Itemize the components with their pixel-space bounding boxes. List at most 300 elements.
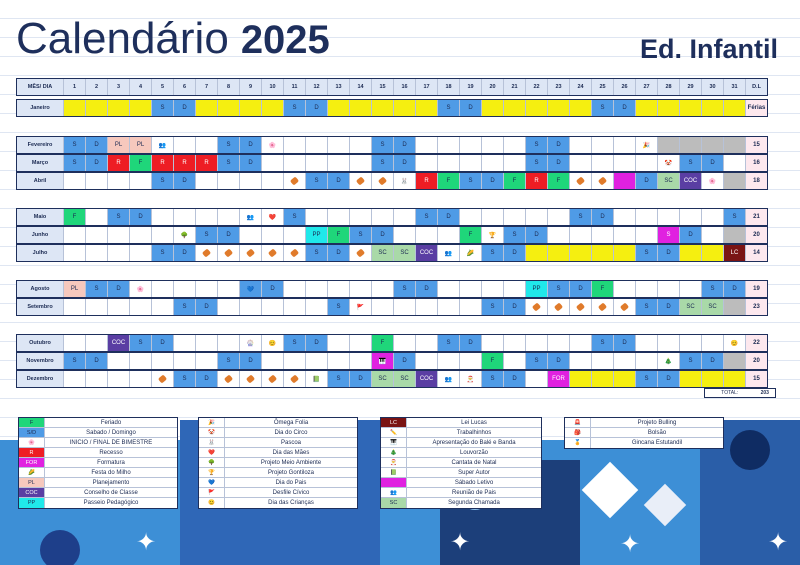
legend-swatch: 🎹 [381,438,407,447]
day-cell [526,209,548,225]
day-cell [504,335,526,351]
day-cell: D [306,100,328,116]
day-cell [174,335,196,351]
day-cell: S [328,371,350,387]
day-cell [64,173,86,189]
day-cell [592,227,614,243]
day-cell: S [372,155,394,171]
legend-text: Sabado / Domingo [86,429,136,436]
day-cell [86,209,108,225]
legend-swatch: 🎉 [199,418,225,427]
month-row [16,154,768,172]
day-cell [702,100,724,116]
pencil-icon [202,248,211,257]
day-cell [64,335,86,351]
day-cell [438,353,460,369]
month-row [16,136,768,154]
day-cell: D [328,245,350,261]
day-header: 14 [350,79,372,95]
month-row [16,352,768,370]
day-cell [460,281,482,297]
day-cell [240,227,262,243]
legend-swatch: 🐰 [199,438,225,447]
day-header: 11 [284,79,306,95]
legend-text: Projeto Meio Ambiente [260,459,322,466]
day-cell [196,245,218,261]
day-cell [196,209,218,225]
day-cell [592,173,614,189]
day-header: 2 [86,79,108,95]
day-cell: D [614,335,636,351]
legend-swatch: ❤️ [199,448,225,457]
day-cell [108,227,130,243]
day-cell [218,173,240,189]
day-header: 6 [174,79,196,95]
legend-text: Dia das Mães [272,449,310,456]
day-cell [350,335,372,351]
day-cell: D [196,371,218,387]
day-header: 18 [438,79,460,95]
day-cell [702,137,724,153]
month-row [16,334,768,352]
day-cell [328,281,350,297]
day-cell: D [416,281,438,297]
day-header: 16 [394,79,416,95]
day-cell: F [460,227,482,243]
day-cell [262,353,284,369]
legend-row [565,418,723,428]
day-cell [570,335,592,351]
day-cell [196,353,218,369]
legend-text: Cantata de Natal [451,459,497,466]
day-cell [350,137,372,153]
day-cell: D [526,227,548,243]
day-cell [218,281,240,297]
day-header: 19 [460,79,482,95]
day-cell: S [526,353,548,369]
day-cell [240,245,262,261]
pencil-icon [378,176,387,185]
month-row [16,226,768,244]
day-header: 20 [482,79,504,95]
day-cell: S [284,335,306,351]
day-cell: D [658,299,680,315]
month-row [16,172,768,190]
day-cell: S [482,299,504,315]
day-cell: 🎡 [240,335,262,351]
day-cell [614,173,636,189]
day-cell: D [504,371,526,387]
day-header: 7 [196,79,218,95]
day-cell [548,299,570,315]
days-letivos: 23 [746,299,767,315]
legend-row [199,438,357,448]
day-cell [328,353,350,369]
pencil-icon [246,248,255,257]
day-cell [218,100,240,116]
day-cell [592,245,614,261]
day-cell [636,227,658,243]
day-cell [394,299,416,315]
day-cell: D [262,281,284,297]
day-cell: 🏆 [482,227,504,243]
day-cell: D [702,353,724,369]
days-letivos: 19 [746,281,767,297]
day-cell [680,137,702,153]
legend-swatch: ✏️ [381,428,407,437]
day-cell [262,227,284,243]
day-cell [86,335,108,351]
days-letivos: 20 [746,227,767,243]
day-cell [724,137,746,153]
day-cell: S [152,245,174,261]
legend-row [381,428,541,438]
day-cell: 😊 [724,335,746,351]
legend-row [565,428,723,438]
day-cell [86,371,108,387]
day-cell [130,299,152,315]
day-cell [702,227,724,243]
legend-row [199,498,357,508]
day-cell [416,335,438,351]
legend-events [198,417,358,509]
legend-row [381,478,541,488]
legend-swatch: 🌽 [19,468,45,477]
legend-text: Louvorzão [459,449,489,456]
day-cell: D [548,353,570,369]
star-icon: ✦ [450,529,471,556]
day-cell: S [174,371,196,387]
month-row [16,370,768,388]
month-label: Abril [17,173,64,189]
day-cell: 🌸 [262,137,284,153]
day-cell [108,173,130,189]
legend-swatch [381,478,407,487]
day-cell: D [658,245,680,261]
day-cell: S [570,209,592,225]
day-cell: S [394,281,416,297]
day-cell [504,353,526,369]
total-box [704,388,776,398]
month-row [16,280,768,298]
day-cell: D [702,155,724,171]
day-cell: S [482,371,504,387]
day-cell [526,299,548,315]
legend-row [381,438,541,448]
pencil-icon [224,248,233,257]
day-header: 31 [724,79,746,95]
day-cell: SC [372,245,394,261]
day-cell [592,155,614,171]
month-row [16,298,768,316]
day-cell [438,299,460,315]
day-cell [86,299,108,315]
day-cell [262,100,284,116]
day-cell: PP [306,227,328,243]
day-cell: PP [526,281,548,297]
month-row [16,208,768,226]
day-cell [240,299,262,315]
day-cell [86,100,108,116]
legend-row [199,448,357,458]
day-cell [284,353,306,369]
legend-row [199,478,357,488]
day-cell [130,245,152,261]
legend-text: Super Autor [458,469,490,476]
day-cell [108,245,130,261]
pencil-icon [224,374,233,383]
day-cell [460,137,482,153]
day-cell [570,299,592,315]
day-cell: 👥 [438,245,460,261]
day-cell [614,281,636,297]
day-cell: 🤡 [658,155,680,171]
day-cell: F [504,173,526,189]
day-cell: S [592,335,614,351]
legend-swatch: R [19,448,45,457]
day-cell: S [438,100,460,116]
legend-text: Ômega Folia [273,419,309,426]
day-cell [570,245,592,261]
day-cell: S [284,100,306,116]
calendar-grid [16,78,776,400]
day-cell: COC [680,173,702,189]
day-cell [724,299,746,315]
day-cell: D [306,335,328,351]
day-header: 29 [680,79,702,95]
legend-swatch: 🤡 [199,428,225,437]
day-cell [636,155,658,171]
day-cell: S [680,155,702,171]
day-cell: F [548,173,570,189]
legend-swatch: 🌸 [19,438,45,447]
day-cell [570,371,592,387]
legend-swatch: PL [19,478,45,487]
legend-row [19,488,177,498]
day-cell [350,173,372,189]
title-year: 2025 [240,18,330,62]
day-cell [614,299,636,315]
day-cell [702,335,724,351]
day-cell [86,227,108,243]
legend-swatch: 🎄 [381,448,407,457]
day-cell [592,137,614,153]
legend-swatch: 🌳 [199,458,225,467]
day-cell [680,245,702,261]
day-cell: S [460,173,482,189]
day-cell [152,299,174,315]
day-cell: D [86,155,108,171]
day-cell: S [218,137,240,153]
day-header: 1 [64,79,86,95]
day-cell [108,353,130,369]
legend-activities [380,417,542,509]
pencil-icon [598,176,607,185]
day-cell [482,137,504,153]
day-cell: F [592,281,614,297]
day-cell: D [394,353,416,369]
legend-text: Lei Lucas [461,419,487,426]
day-cell [372,173,394,189]
day-cell [702,371,724,387]
legend-swatch: PP [19,498,45,508]
legend-swatch: 🏅 [565,438,591,448]
legend-text: Gincana Estutandil [631,440,683,446]
legend-swatch: F [19,418,45,427]
day-cell: F [64,209,86,225]
day-cell [658,335,680,351]
day-header: 9 [240,79,262,95]
day-cell: SC [372,371,394,387]
day-cell: D [130,209,152,225]
day-cell: 🌳 [174,227,196,243]
day-cell: S [504,227,526,243]
day-cell: D [328,173,350,189]
day-cell [680,371,702,387]
pencil-icon [356,248,365,257]
day-cell [724,155,746,171]
pencil-icon [290,248,299,257]
day-cell [570,100,592,116]
day-cell: COC [416,371,438,387]
day-cell [548,100,570,116]
day-header: 15 [372,79,394,95]
month-label: Maio [17,209,64,225]
day-cell: 👥 [240,209,262,225]
day-cell: 🎹 [372,353,394,369]
day-header: 13 [328,79,350,95]
day-cell: D [350,371,372,387]
day-cell [152,209,174,225]
total-label: TOTAL: [721,390,739,396]
day-cell [218,245,240,261]
day-cell [328,100,350,116]
day-cell [592,353,614,369]
day-cell [64,100,86,116]
legend-swatch: 👥 [381,488,407,497]
day-cell: D [174,173,196,189]
pencil-icon [268,374,277,383]
day-cell [482,335,504,351]
day-cell [328,137,350,153]
day-cell [328,335,350,351]
day-cell: D [86,137,108,153]
legend-text: Recesso [99,449,123,456]
day-cell [460,353,482,369]
day-cell [548,335,570,351]
day-cell: COC [108,335,130,351]
day-cell [372,299,394,315]
day-cell: D [482,173,504,189]
day-header: 3 [108,79,130,95]
day-cell [636,335,658,351]
days-letivos: 21 [746,209,767,225]
pencil-icon [598,302,607,311]
legend-swatch: COC [19,488,45,497]
day-cell [130,227,152,243]
day-cell [152,371,174,387]
day-cell: D [636,173,658,189]
day-cell [482,155,504,171]
day-header: 8 [218,79,240,95]
day-cell: 😊 [262,335,284,351]
legend-text: Conselho de Classe [84,489,138,496]
legend-row [19,498,177,508]
page-title [16,14,330,74]
days-letivos: 16 [746,155,767,171]
day-cell: D [548,155,570,171]
days-letivos: Férias [746,100,767,116]
day-cell: S [152,100,174,116]
legend-swatch: S/D [19,428,45,437]
day-cell: D [680,227,702,243]
day-header: 26 [614,79,636,95]
day-cell: D [438,209,460,225]
day-cell: D [614,100,636,116]
day-cell [614,209,636,225]
grid-header [16,78,768,96]
day-header: 27 [636,79,658,95]
pencil-icon [268,248,277,257]
month-label: Março [17,155,64,171]
day-cell [724,371,746,387]
day-header: 23 [548,79,570,95]
month-label: Janeiro [17,100,64,116]
legend-swatch: 🎒 [565,428,591,437]
day-cell: R [108,155,130,171]
day-cell: S [64,353,86,369]
day-cell [416,227,438,243]
legend-row [199,458,357,468]
day-cell [328,209,350,225]
day-cell [614,137,636,153]
day-cell [482,100,504,116]
day-cell [416,299,438,315]
day-cell: S [724,209,746,225]
day-cell [350,209,372,225]
day-cell [592,371,614,387]
day-cell: S [306,173,328,189]
title-main: Calendário [16,14,229,63]
day-cell [658,100,680,116]
pencil-icon [576,176,585,185]
day-cell [416,353,438,369]
day-cell [86,245,108,261]
day-cell [64,227,86,243]
day-cell [284,299,306,315]
day-cell: D [372,227,394,243]
month-label: Julho [17,245,64,261]
days-letivos: 22 [746,335,767,351]
legend-swatch: 😊 [199,498,225,508]
month-label: Dezembro [17,371,64,387]
day-cell [328,155,350,171]
legend-text: Segunda Chamada [448,500,500,506]
pencil-icon [158,374,167,383]
day-cell [284,137,306,153]
day-cell [526,245,548,261]
day-cell [284,173,306,189]
day-cell [636,209,658,225]
day-cell [438,227,460,243]
day-cell [570,227,592,243]
day-cell [460,155,482,171]
day-cell [174,353,196,369]
days-letivos: 14 [746,245,767,261]
day-cell: S [284,209,306,225]
day-cell: 👥 [438,371,460,387]
legend-text: Planejamento [92,479,130,486]
